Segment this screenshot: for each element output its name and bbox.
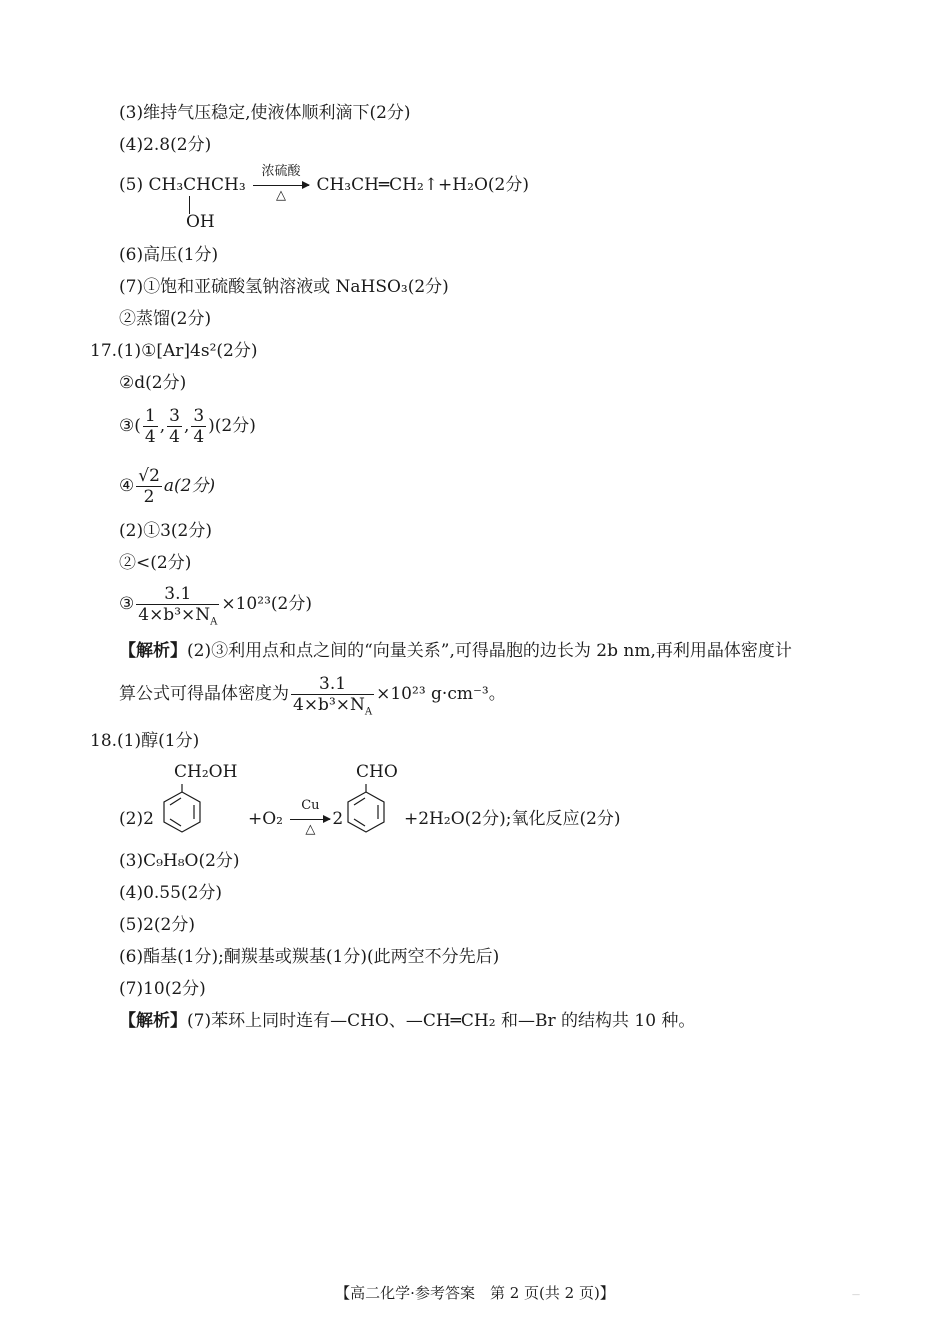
fraction-numerator: 3 [193, 406, 205, 426]
arrow-condition-top: Cu [301, 797, 320, 813]
q17-item2c [119, 584, 312, 628]
q17-item2c-suffix: ×10²³(2分) [221, 594, 312, 614]
oxygen-reagent: +O₂ [248, 809, 283, 829]
fraction-denominator [291, 695, 374, 718]
q16-item3: (3)维持气压稳定,使液体顺利滴下(2分) [119, 103, 411, 123]
fraction-numerator: 3 [169, 406, 180, 426]
fraction-numerator: √2 [138, 466, 160, 486]
q18-analysis [119, 1010, 695, 1032]
q16-item5-label: (5) [119, 175, 144, 195]
arrow-condition-bottom: △ [276, 187, 287, 203]
product-coefficient: 2 [332, 809, 344, 829]
fraction-numerator: 1 [144, 406, 156, 426]
arrow-condition-bottom: △ [305, 821, 316, 837]
analysis-text: (7)苯环上同时连有—CHO、—CH═CH₂ 和—Br 的结构共 10 种。 [187, 1011, 696, 1031]
q18-item2-middle [248, 797, 344, 837]
fraction-denominator [136, 605, 219, 628]
q18-item3: (3)C₉H₈O(2分) [119, 851, 240, 871]
q18-item5: (5)2(2分) [119, 915, 195, 935]
density-fraction [291, 674, 374, 718]
q16-item6: (6)高压(1分) [119, 245, 219, 265]
fraction-numerator: 3.1 [291, 674, 374, 695]
q18-item2-prefix: (2)2 [119, 809, 154, 829]
arrow-condition-top: 浓硫酸 [261, 163, 301, 179]
q18-item4: (4)0.55(2分) [119, 883, 223, 903]
q16-item7a: (7)①饱和亚硫酸氢钠溶液或 NaHSO₃(2分) [119, 277, 449, 297]
q16-item5 [119, 163, 529, 203]
page-footer: 【高二化学·参考答案 第 2 页(共 2 页)】 [335, 1284, 615, 1302]
analysis-text: (2)③利用点和点之间的“向量关系”,可得晶胞的边长为 2b nm,再利用晶体密度计 [187, 641, 792, 661]
analysis-label: 【解析】 [119, 1011, 187, 1031]
hydroxyl-group: OH [186, 212, 215, 232]
q18-item1: 18.(1)醇(1分) [90, 731, 200, 751]
analysis-label: 【解析】 [119, 641, 187, 661]
benzyl-alcohol-substituent: CH₂OH [174, 762, 238, 782]
q16-item4: (4)2.8(2分) [119, 135, 212, 155]
fraction [191, 406, 206, 447]
benzaldehyde-substituent: CHO [356, 762, 398, 782]
fraction-denominator-text: 4×b³×N [138, 605, 211, 625]
page-mark: — [852, 1290, 860, 1299]
q17-item1b: ②d(2分) [119, 373, 187, 393]
fraction-denominator-sub: A [210, 616, 218, 628]
fraction [136, 466, 162, 507]
fraction-denominator: 4 [144, 427, 156, 447]
q17-item1c: ③( $\frac{1}{4}$ , $\frac{3}{4}$ , $\frac{3}{4}$ )(2分) [119, 406, 256, 447]
fraction-denominator: 4 [169, 427, 180, 447]
fraction-denominator: 2 [143, 487, 155, 507]
reaction-arrow [253, 163, 309, 203]
q18-item7: (7)10(2分) [119, 979, 206, 999]
q17-analysis-line2 [119, 674, 506, 718]
q17-item1d [119, 466, 215, 507]
fraction-numerator: 3.1 [136, 584, 219, 605]
benzene-ring-icon [344, 784, 388, 836]
q17-item1c-prefix: ③( [119, 416, 141, 436]
fraction [143, 406, 158, 447]
q17-item2b: ②<(2分) [119, 553, 192, 573]
q17-item1c-suffix: )(2分) [208, 416, 256, 436]
q17-item1d-prefix: ④ [119, 476, 135, 496]
benzene-ring-icon [160, 784, 204, 836]
reaction-arrow [290, 797, 330, 837]
q17-item2a: (2)①3(2分) [119, 521, 212, 541]
fraction-denominator-sub: A [364, 706, 373, 718]
q18-item2-suffix: +2H₂O(2分);氧化反应(2分) [404, 809, 621, 829]
fraction-denominator-text: 4×b³×N [293, 695, 365, 715]
density-fraction [136, 584, 219, 628]
q17-item2c-prefix: ③ [119, 594, 135, 614]
q16-item5-product: CH₃CH═CH₂↑+H₂O(2分) [316, 175, 529, 195]
fraction [167, 406, 182, 447]
q17-analysis-line1 [119, 640, 792, 662]
q16-item7b: ②蒸馏(2分) [119, 309, 212, 329]
analysis-text: 算公式可得晶体密度为 [119, 684, 289, 704]
q16-item5-reactant: CH₃CHCH₃ [148, 175, 246, 195]
fraction-denominator: 4 [193, 427, 205, 447]
analysis-text: ×10²³ g·cm⁻³。 [376, 684, 506, 704]
q18-item6: (6)酯基(1分);酮羰基或羰基(1分)(此两空不分先后) [119, 947, 500, 967]
q17-item1a: 17.(1)①[Ar]4s²(2分) [90, 341, 258, 361]
q17-item1d-suffix: a(2分) [163, 476, 216, 496]
